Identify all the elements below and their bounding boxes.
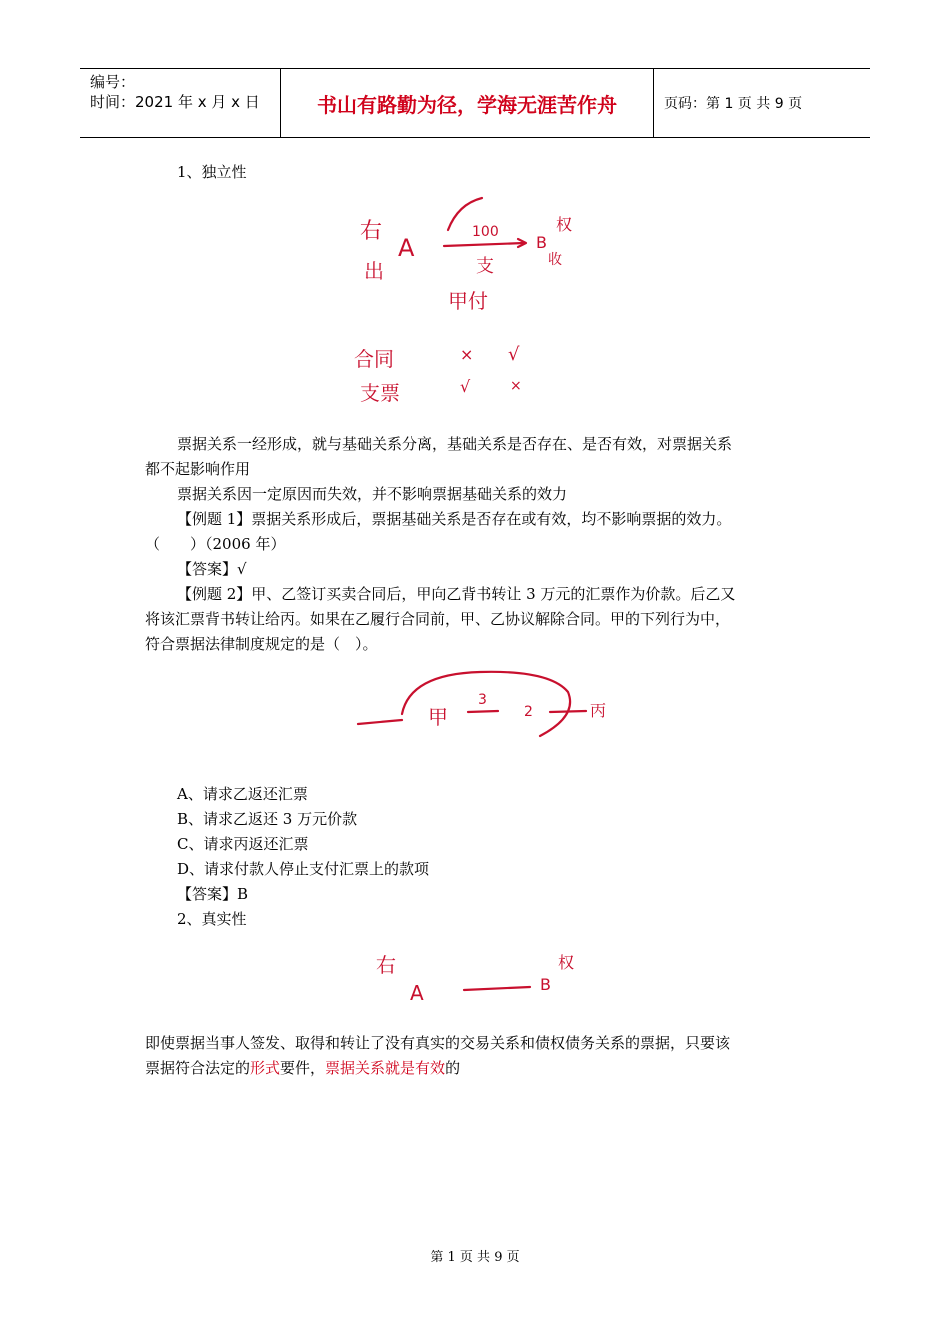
highlight-valid: 票据关系就是有效 — [325, 1059, 446, 1077]
sketch1-left-bottom: 出 — [364, 259, 384, 283]
example-1-answer: 【答案】√ — [177, 560, 247, 578]
section-heading-independence: 1、独立性 — [177, 163, 247, 181]
sketch3-right-top: 权 — [558, 953, 575, 972]
paragraph-1-line-1: 票据关系一经形成，就与基础关系分离，基础关系是否存在、是否有效，对票据关系 — [177, 435, 733, 453]
sketch2-amount: 3 — [478, 692, 487, 708]
sketch1-amount: 100 — [472, 224, 499, 240]
para-text-segment: 要件， — [280, 1059, 326, 1077]
sketch1-row2-mark1: √ — [460, 377, 471, 396]
section-heading-authenticity: 2、真实性 — [177, 910, 247, 928]
sketch3-node-b: B — [540, 975, 551, 994]
sketch1-row1-mark2: √ — [508, 344, 520, 365]
sketch1-arrow-line — [444, 243, 524, 246]
sketch1-node-a: A — [398, 234, 415, 262]
para-text-segment: 票据符合法定的 — [145, 1059, 251, 1077]
document-number: 编号： — [90, 73, 136, 91]
handwritten-sketch-independence — [340, 190, 600, 420]
highlight-form: 形式 — [250, 1059, 281, 1077]
page-footer: 第 1 页 共 9 页 — [430, 1250, 520, 1265]
section-2-para-line-2 — [145, 1058, 460, 1078]
header-motto: 书山有路勤为径，学海无涯苦作舟 — [281, 69, 654, 137]
sketch1-row2-mark2: × — [510, 378, 522, 394]
option-c: C、请求丙返还汇票 — [177, 835, 309, 853]
header-page-info: 页码：第 1 页 共 9 页 — [664, 96, 803, 112]
paragraph-2: 票据关系因一定原因而失效，并不影响票据基础关系的效力 — [177, 485, 568, 503]
sketch1-row1-label: 合同 — [354, 347, 394, 371]
sketch1-payment: 支 — [476, 256, 494, 277]
sketch1-left-top: 右 — [360, 219, 383, 244]
sketch2-line-left — [358, 720, 402, 724]
sketch1-node-b: B — [536, 233, 547, 252]
sketch2-party-c: 丙 — [590, 701, 607, 720]
example-2-line-3: 符合票据法律制度规定的是（ ）。 — [145, 635, 378, 653]
header-meta-cell — [80, 69, 281, 137]
sketch1-right-bottom: 收 — [548, 252, 562, 268]
document-header — [80, 68, 870, 138]
option-d: D、请求付款人停止支付汇票上的款项 — [177, 860, 430, 878]
sketch1-right-top: 权 — [556, 215, 573, 234]
sketch2-party-a: 甲 — [428, 705, 448, 729]
example-2-line-2: 将该汇票背书转让给丙。如果在乙履行合同前，甲、乙协议解除合同。甲的下列行为中， — [145, 610, 731, 628]
sketch1-under: 甲付 — [448, 289, 488, 313]
sketch1-row1-mark1: × — [460, 345, 474, 364]
sketch1-row2-label: 支票 — [360, 381, 400, 405]
handwritten-sketch-authenticity — [370, 944, 590, 1014]
section-2-para-line-1: 即使票据当事人签发、取得和转让了没有真实的交易关系和债权债务关系的票据，只要该 — [145, 1034, 731, 1052]
para-text-segment: 的 — [445, 1059, 461, 1077]
example-1-line-2: （ ）（2006 年） — [145, 535, 286, 553]
document-time: 时间：2021 年 x 月 x 日 — [90, 93, 260, 111]
option-a: A、请求乙返还汇票 — [177, 785, 308, 803]
sketch3-node-a: A — [410, 981, 424, 1005]
example-2-answer: 【答案】B — [177, 885, 249, 903]
sketch2-amount-line — [468, 711, 498, 712]
example-1-line-1: 【例题 1】票据关系形成后，票据基础关系是否存在或有效，均不影响票据的效力。 — [177, 510, 732, 528]
sketch2-party-b: 2 — [524, 704, 533, 720]
sketch3-left-top: 右 — [376, 953, 396, 977]
sketch2-line-right — [550, 711, 586, 712]
paragraph-1-line-2: 都不起影响作用 — [145, 460, 251, 478]
example-2-line-1: 【例题 2】甲、乙签订买卖合同后，甲向乙背书转让 3 万元的汇票作为价款。后乙又 — [177, 585, 736, 603]
handwritten-sketch-endorsement — [350, 664, 630, 754]
option-b: B、请求乙返还 3 万元价款 — [177, 810, 358, 828]
sketch3-line — [464, 987, 530, 990]
